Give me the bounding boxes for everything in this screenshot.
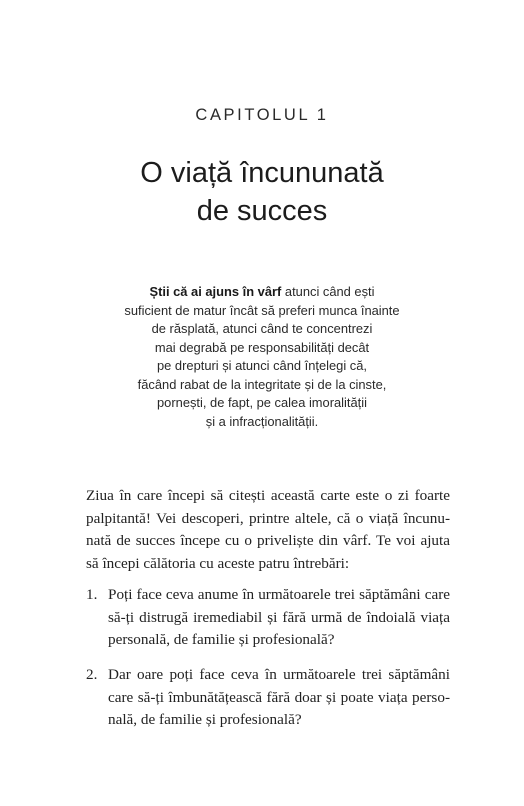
chapter-title-line: de succes (196, 195, 328, 227)
paragraph-line: palpitantă! Vei descoperi, printre altele, că o viață încunu- (86, 509, 450, 527)
epigraph-line: mai degrabă pe responsabilități decât (154, 339, 370, 355)
epigraph-line: suficient de matur încât să preferi munca înainte (124, 302, 400, 318)
question-text (108, 664, 450, 732)
question-number: 1. (86, 586, 98, 603)
question-text (108, 584, 450, 652)
epigraph-line: de răsplată, atunci când te concentrezi (151, 321, 373, 336)
epigraph-line: și a infracționalității. (205, 413, 319, 429)
chapter-label: CAPITOLUL 1 (195, 106, 329, 124)
question-line: personală, de familie și profesională? (108, 631, 335, 649)
epigraph-line: pornești, de fapt, pe calea imoralității (157, 395, 367, 410)
intro-paragraph (86, 485, 450, 575)
question-line: Poți face ceva anume în următoarele trei săptămâni care (108, 586, 450, 603)
question-line: să-ți distrugă iremediabil și fără urmă de îndoială viața (108, 608, 450, 626)
paragraph-line: Ziua în care începi să citești această carte este o zi foarte (86, 487, 450, 504)
question-line: Dar oare poți face ceva în următoarele trei săptămâni (108, 666, 450, 683)
paragraph-line: să începi călătoria cu aceste patru întrebări: (86, 554, 350, 572)
epigraph-bold-lead: Știi că ai ajuns în vârf (149, 284, 282, 299)
chapter-title-line: O viață încununată (140, 157, 384, 189)
epigraph-line: făcând rabat de la integritate și de la cinste, (137, 376, 387, 392)
question-line: nală, de familie și profesională? (108, 711, 302, 729)
epigraph-line (62, 283, 462, 302)
paragraph-line: nată de succes începe cu o priveliște din vârf. Te voi ajuta (86, 532, 450, 550)
question-number: 2. (86, 666, 98, 683)
epigraph-line: pe drepturi și atunci când înțelegi că, (157, 358, 367, 373)
epigraph-line-rest: atunci când ești (281, 284, 375, 299)
question-line: care să-ți îmbunătățească fără doar și poate viața perso- (108, 688, 450, 706)
chapter-title (0, 154, 524, 230)
epigraph (62, 283, 462, 431)
